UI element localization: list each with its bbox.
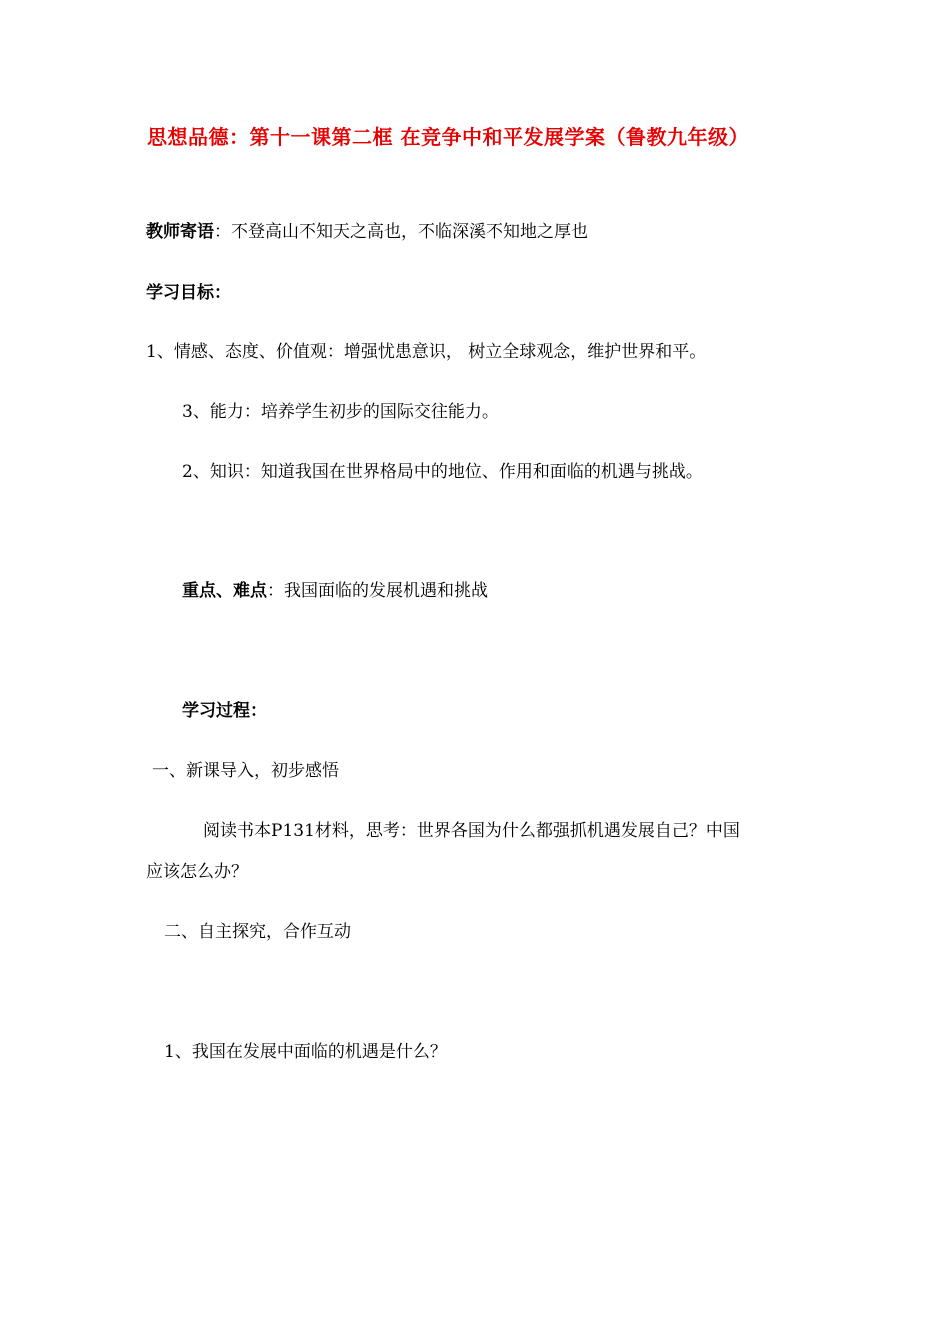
learning-goals-heading: 学习目标： (146, 283, 231, 303)
reading-task-line-2: 应该怎么办？ (146, 862, 248, 882)
key-points-text: 我国面临的发展机遇和挑战 (284, 581, 488, 601)
section-2-heading: 二、自主探究，合作互动 (164, 922, 351, 942)
document-title: 思想品德：第十一课第二框 在竞争中和平发展学案（鲁教九年级） (147, 125, 749, 149)
section-1-heading: 一、新课导入，初步感悟 (152, 761, 339, 781)
goal-item-values: 1、情感、态度、价值观：增强忧患意识， 树立全球观念，维护世界和平。 (146, 342, 707, 362)
teacher-motto-text: 不登高山不知天之高也，不临深溪不知地之厚也 (231, 222, 588, 242)
question-1: 1、我国在发展中面临的机遇是什么？ (164, 1042, 447, 1062)
learning-process-heading: 学习过程： (182, 701, 267, 721)
goal-item-ability: 3、能力：培养学生初步的国际交往能力。 (182, 402, 499, 422)
key-points-separator: ： (267, 581, 284, 601)
key-points-label: 重点、难点 (182, 581, 267, 601)
goal-item-knowledge: 2、知识：知道我国在世界格局中的地位、作用和面临的机遇与挑战。 (182, 462, 703, 482)
teacher-motto-separator: ： (214, 222, 231, 242)
teacher-motto (146, 221, 588, 243)
key-points (182, 580, 488, 602)
reading-task-line-1: 阅读书本P131材料，思考：世界各国为什么都强抓机遇发展自己？中国 (203, 821, 740, 841)
teacher-motto-label: 教师寄语 (146, 222, 214, 242)
